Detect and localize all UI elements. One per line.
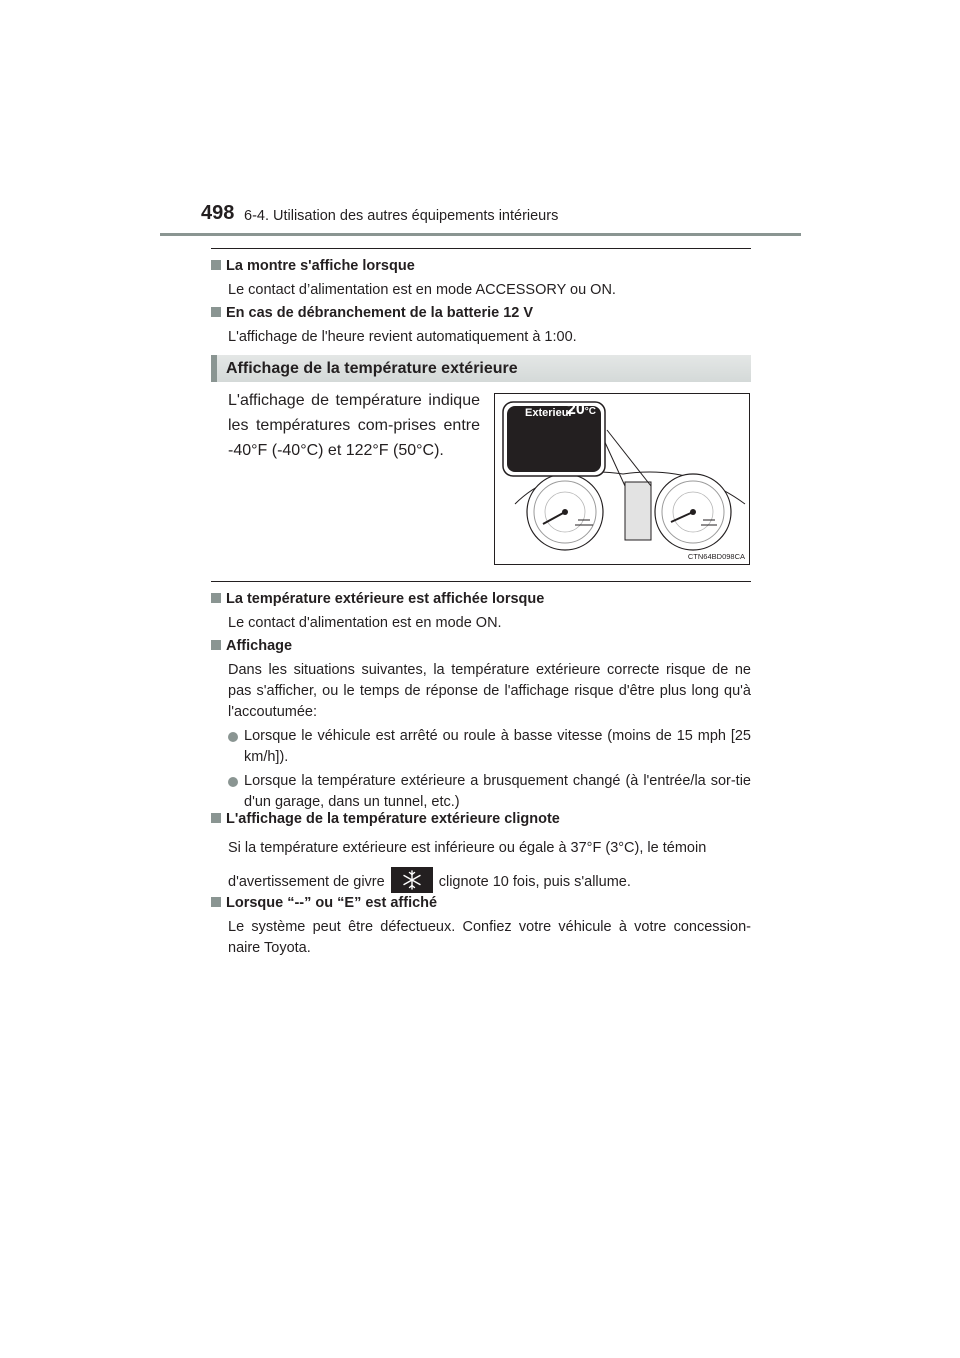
page-number: 498 bbox=[201, 202, 235, 224]
temperature-unit: °C bbox=[584, 406, 597, 417]
circle-bullet-icon bbox=[228, 777, 238, 787]
square-bullet-icon bbox=[211, 307, 221, 317]
note-clock-display bbox=[211, 256, 751, 301]
exterior-temperature-readout bbox=[567, 401, 596, 419]
note-title-text: La température extérieure est affichée lorsque bbox=[226, 591, 545, 607]
divider-bottom bbox=[211, 581, 751, 582]
note-body: Le contact d'alimentation est en mode ON. bbox=[228, 615, 502, 631]
note-title bbox=[211, 636, 751, 657]
note-title bbox=[211, 893, 751, 914]
note-title-text: Lorsque “--” ou “E” est affiché bbox=[226, 895, 438, 911]
exterior-label: Exterieur bbox=[525, 407, 573, 419]
instrument-cluster-illustration bbox=[494, 393, 750, 565]
square-bullet-icon bbox=[211, 260, 221, 270]
note-title-text: La montre s'affiche lorsque bbox=[226, 258, 415, 274]
note-body: Le contact d’alimentation est en mode ACCESSORY ou ON. bbox=[228, 282, 616, 298]
temperature-value: 20 bbox=[567, 401, 585, 418]
square-bullet-icon bbox=[211, 640, 221, 650]
note-body: L'affichage de l'heure revient automatiquement à 1:00. bbox=[228, 329, 577, 345]
square-bullet-icon bbox=[211, 593, 221, 603]
list-item bbox=[211, 771, 751, 813]
note-body-text: d'avertissement de givre bbox=[228, 873, 385, 890]
divider-top bbox=[211, 248, 751, 249]
circle-bullet-icon bbox=[228, 732, 238, 742]
note-battery-disconnect bbox=[211, 303, 751, 348]
list-item bbox=[211, 726, 751, 768]
note-display-blinks bbox=[211, 809, 751, 895]
note-title-text: Affichage bbox=[226, 638, 293, 654]
note-body-text: clignote 10 fois, puis s'allume. bbox=[438, 873, 631, 890]
header-rule bbox=[160, 233, 801, 236]
square-bullet-icon bbox=[211, 897, 221, 907]
list-item-text: Lorsque la température extérieure a brusquement changé (à l'entrée/la sor-tie d'un garage, dans un tunnel, etc.) bbox=[244, 773, 751, 810]
section-heading: Affichage de la température extérieure bbox=[211, 355, 751, 382]
note-body-continued bbox=[211, 869, 751, 895]
note-body: Si la température extérieure est inférieure ou égale à 37°F (3°C), le témoin bbox=[228, 840, 707, 856]
square-bullet-icon bbox=[211, 813, 221, 823]
note-title-text: L'affichage de la température extérieure clignote bbox=[226, 811, 560, 827]
note-temperature-shown-when bbox=[211, 589, 751, 634]
note-title bbox=[211, 809, 751, 830]
intro-paragraph: L'affichage de température indique les températures com-prises entre -40°F (-40°C) et 122°F (50°C). bbox=[228, 392, 480, 459]
note-display bbox=[211, 636, 751, 813]
note-title bbox=[211, 303, 751, 324]
note-body: Dans les situations suivantes, la température extérieure correcte risque de ne pas s'afficher, ou le temps de réponse de l'affichage risque d'être plus long qu'à l'accoutumée: bbox=[228, 662, 751, 720]
note-title-text: En cas de débranchement de la batterie 12 V bbox=[226, 305, 534, 321]
note-body: Le système peut être défectueux. Confiez votre véhicule à votre concession-naire Toyota. bbox=[228, 919, 751, 956]
note-dash-or-e-shown bbox=[211, 893, 751, 959]
figure-code: CTN64BD098CA bbox=[687, 552, 745, 561]
note-title bbox=[211, 256, 751, 277]
note-title bbox=[211, 589, 751, 610]
snowflake-glyph bbox=[391, 867, 433, 893]
snowflake-icon bbox=[391, 867, 433, 893]
chapter-header: 6-4. Utilisation des autres équipements intérieurs bbox=[244, 208, 559, 224]
instrument-cluster-drawing bbox=[495, 394, 750, 565]
list-item-text: Lorsque le véhicule est arrêté ou roule à basse vitesse (moins de 15 mph [25 km/h]). bbox=[244, 728, 751, 765]
